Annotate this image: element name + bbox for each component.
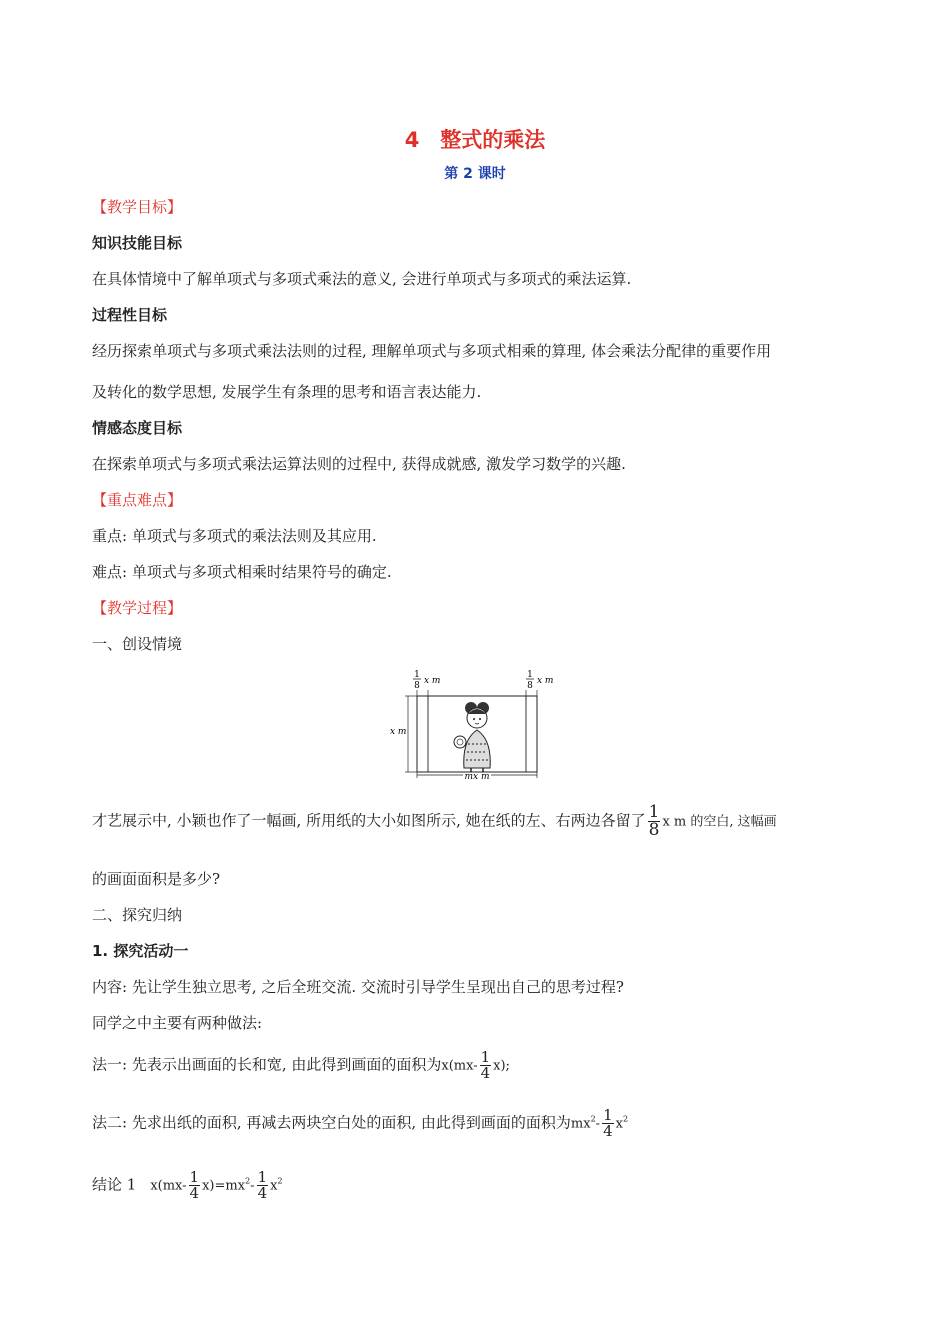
right-margin-den: 8 [527,681,533,691]
left-margin-unit: x m [424,676,441,686]
activity-one-heading: 1. 探究活动一 [92,942,189,960]
problem-fraction: $\frac{1}{8}$ [648,802,660,840]
knowledge-goal-heading: 知识技能目标 [92,234,183,252]
conclusion-fraction-2: $\frac{1}{4}$ [257,1168,268,1202]
knowledge-goal-text: 在具体情境中了解单项式与多项式乘法的意义, 会进行单项式与多项式的乘法运算. [92,270,632,288]
section-explore: 二、探究归纳 [92,906,183,924]
conclusion-one: 结论 1 x(mx- $\frac{1}{4}$ $x)=mx^2-$ $\frac{1}{4}$ $x^2$ [92,1168,283,1202]
page-title: 4 整式的乘法 [404,128,546,152]
conclusion-fraction-1: $\frac{1}{4}$ [189,1168,200,1202]
painting-paper-figure [388,664,564,780]
page-subtitle: 第 2 课时 [444,166,506,182]
process-goal-text-1: 经历探索单项式与多项式乘法法则的过程, 理解单项式与多项式相乘的算理, 体会乘法分配律的重要作用 [92,342,772,360]
method-one: 法一: 先表示出画面的长和宽, 由此得到画面的面积为x(mx- $\frac{1}{4}$ x); [92,1048,510,1082]
method-two-fraction: $\frac{1}{4}$ [603,1106,613,1140]
child-painting-illustration [454,702,490,772]
teaching-goals-heading: 【教学目标】 [92,198,183,216]
left-margin-den: 8 [414,681,420,691]
emotion-goal-heading: 情感态度目标 [92,419,183,437]
right-margin-num: 1 [527,670,533,680]
section-create-situation: 一、创设情境 [92,635,183,653]
left-margin-num: 1 [414,670,420,680]
problem-line-1: 才艺展示中, 小颖也作了一幅画, 所用纸的大小如图所示, 她在纸的左、右两边各留了 $\frac{1}{8}$ x m 的空白, 这幅画 [92,802,777,840]
right-margin-unit: x m [537,676,554,686]
process-goal-text-2: 及转化的数学思想, 发展学生有条理的思考和语言表达能力. [92,383,482,401]
methods-intro: 同学之中主要有两种做法: [92,1014,263,1032]
method-one-fraction: $\frac{1}{4}$ [480,1048,491,1082]
difficulty-text: 难点: 单项式与多项式相乘时结果符号的确定. [92,563,392,581]
activity-content: 内容: 先让学生独立思考, 之后全班交流. 交流时引导学生呈现出自己的思考过程? [92,978,624,996]
height-label: x m [390,727,407,737]
teaching-process-heading: 【教学过程】 [92,599,183,617]
problem-line-2: 的画面面积是多少? [92,870,221,888]
width-label: mx m [464,772,490,780]
key-points-heading: 【重点难点】 [92,491,183,509]
emotion-goal-text: 在探索单项式与多项式乘法运算法则的过程中, 获得成就感, 激发学习数学的兴趣. [92,455,626,473]
focus-text: 重点: 单项式与多项式的乘法法则及其应用. [92,527,377,545]
process-goal-heading: 过程性目标 [92,306,168,324]
method-two: 法二: 先求出纸的面积, 再减去两块空白处的面积, 由此得到画面的面积为$mx^2-$ $\frac{1}{4}$ $x^2$ [92,1106,629,1140]
